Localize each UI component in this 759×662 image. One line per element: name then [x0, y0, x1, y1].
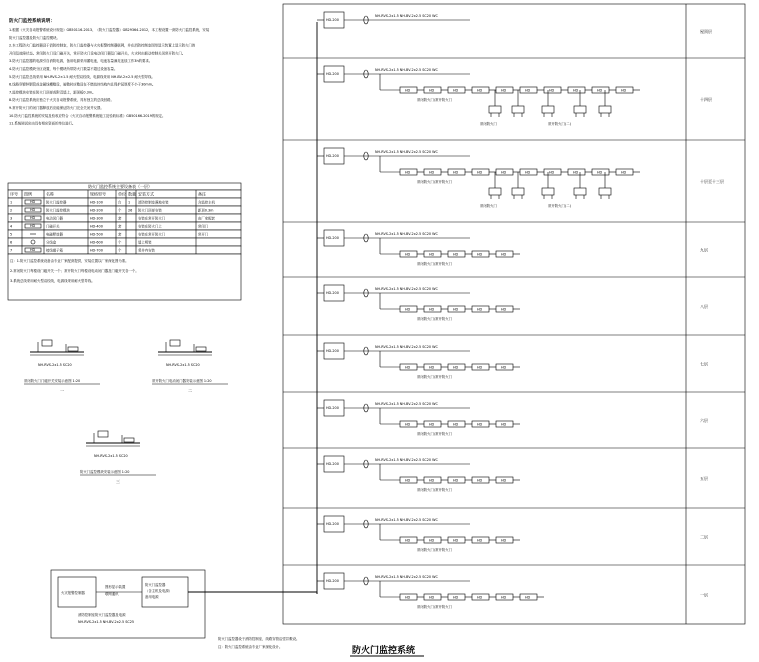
device-tag: HD — [477, 252, 483, 257]
device-tag: HD — [501, 422, 507, 427]
bus-spec: NH-RVS-2x1.5 NH-BV-2x2.5 SC20 WC — [375, 14, 438, 18]
bus-spec: NH-RVS-2x1.5 NH-BV-2x2.5 SC20 WC — [375, 458, 438, 462]
alarm-controller-label: 火灾报警控制器 — [61, 591, 85, 595]
table-cell: 安装在常开防火门 — [138, 232, 166, 237]
notes-line: 5.防火门监控总线采用 NH-RVS-2×1.5 耐火型双绞线，电源线采用 NH-BV-2×2.5 耐火型导线。 — [9, 74, 155, 79]
legend-tag: HD — [30, 208, 36, 212]
notes-line: 4.防火门监控模块分区设置，每个模块所带防火门数量不超过设备容量。 — [9, 67, 118, 71]
table-cell: 电磁释放器 — [46, 232, 63, 237]
bottom-note: 防火门监控器设于消防控制室，线路穿管沿竖井敷设。 — [218, 637, 300, 641]
device-tag: HD — [405, 422, 411, 427]
table-title: 防火门监控系统主要设备表（一层） — [88, 184, 152, 189]
module-label: HD-200 — [326, 154, 339, 158]
device-tag: HD — [405, 252, 411, 257]
door-device — [489, 188, 501, 195]
table-cell: 1 — [10, 200, 13, 205]
control-cable: NH-RVS-2x1.5 NH-BV-2x2.5 SC25 — [78, 620, 135, 624]
floor-label: 十四层 — [700, 97, 712, 102]
bus-spec: NH-RVS-2x1.5 NH-BV-2x2.5 SC20 WC — [375, 287, 438, 291]
notes-line: 8.防火门监控系统应独立于火灾自动报警系统，具有独立的总线回路。 — [9, 98, 114, 103]
table-cell: 电动闭门器 — [46, 216, 63, 221]
bottom-note: 注：防火门监控系统由专业厂家深化设计。 — [218, 645, 283, 649]
riser-frame — [283, 4, 745, 624]
device-tag: HD — [477, 365, 483, 370]
table-cell: 常闭门 — [198, 224, 209, 229]
device-tag: HD — [477, 538, 483, 543]
table-header: 数量 — [128, 191, 136, 197]
detail-caption: 防火门监控模块安装示意图 1:20 — [80, 470, 130, 474]
bus-spec: NH-RVS-2x1.5 NH-BV-2x2.5 SC20 WC — [375, 150, 438, 154]
door-device — [542, 188, 554, 195]
floor-row — [317, 148, 724, 208]
device-tag: HD — [405, 538, 411, 543]
table-cell: 2 — [10, 208, 13, 213]
device-tag: HD — [525, 170, 531, 175]
detail-cable-label: NH-RVS-2x1.5 SC20 — [94, 454, 128, 458]
detail-sketch — [80, 431, 156, 484]
table-cell: 个 — [118, 240, 122, 245]
notes-line: 3.防火门监控器的电源引自消防电源，备用电源采用蓄电池，电池容量满足连续工作3h的要求。 — [9, 59, 153, 64]
module-box — [98, 431, 108, 437]
bus-spec: NH-RVS-2x1.5 NH-BV-2x2.5 SC20 WC — [375, 232, 438, 236]
doors-label: 常闭防火门/常开防火门 — [417, 432, 453, 436]
device-tag: HD — [477, 422, 483, 427]
floor-row — [317, 12, 712, 34]
device-tag: HD — [453, 595, 459, 600]
design-notes — [9, 17, 210, 126]
table-cell: HD-300 — [90, 216, 103, 221]
legend-tag: HD — [30, 200, 36, 204]
table-cell: 5 — [10, 232, 13, 237]
table-cell: 台 — [118, 200, 122, 205]
table-cell: 安装在防火门上 — [138, 224, 162, 229]
module-label: HD-200 — [326, 18, 339, 22]
detail-sub: 二 — [188, 388, 192, 393]
device-tag: HD — [549, 170, 555, 175]
device-tag: HD — [621, 170, 627, 175]
legend-tag: HD — [30, 248, 36, 252]
doors-label: 常闭防火门/常开防火门 — [417, 317, 453, 321]
table-cell: 竖井内安装 — [138, 248, 155, 253]
sub-label: 常闭防火门 — [480, 122, 497, 126]
device-tag: HD — [429, 478, 435, 483]
door-device — [512, 188, 524, 195]
floor-row — [317, 285, 708, 321]
device-tag: HD — [453, 478, 459, 483]
floor-label: 二层 — [700, 534, 708, 540]
notes-line: 2.本工程防火门监控器设于消防控制室，防火门监控器与火灾报警控制器联网，并在消防控制室图形显示装置上显示防火门的 — [9, 43, 196, 48]
device-tag: HD — [453, 422, 459, 427]
module-label: HD-200 — [326, 462, 339, 466]
doors-label: 常闭防火门/常开防火门 — [417, 488, 453, 492]
page-title: 防火门监控系统 — [352, 646, 416, 656]
table-cell: 距顶0.3m — [198, 208, 214, 213]
detail-caption: 常闭防火门门磁开关安装示意图 1:20 — [24, 379, 81, 383]
module-label: HD-200 — [326, 236, 339, 240]
device-tag: HD — [501, 538, 507, 543]
table-cell: HD-400 — [90, 224, 103, 229]
device-tag: HD — [453, 307, 459, 312]
device-tag: HD — [429, 365, 435, 370]
table-row — [8, 238, 241, 246]
doors-label: 常闭防火门/常开防火门 — [417, 98, 453, 102]
detail-cable-label: NH-RVS-2x1.5 SC20 — [38, 363, 72, 367]
device-tag: HD — [429, 307, 435, 312]
riser-diagram — [283, 4, 745, 624]
device-tag: HD — [405, 478, 411, 483]
sensor-box — [124, 438, 134, 442]
device-tag: HD — [597, 88, 603, 93]
sensor-box — [68, 347, 78, 351]
device-tag: HD — [477, 170, 483, 175]
detail-sketch — [152, 340, 228, 393]
floor-row — [317, 400, 708, 436]
doors-label: 常闭防火门/常开防火门 — [417, 180, 453, 184]
detail-cable-label: NH-RVS-2x1.5 SC20 — [166, 363, 200, 367]
device-tag: HD — [429, 252, 435, 257]
floor-label: 五层 — [700, 476, 708, 481]
detail-sub: 一 — [60, 388, 64, 393]
floor-label: 十层至十三层 — [700, 179, 724, 184]
controller-label: 备用电源 — [145, 595, 159, 599]
doors-label: 常闭防火门/常开防火门 — [417, 375, 453, 379]
device-tag: HD — [453, 88, 459, 93]
table-cell: 1 — [128, 200, 131, 205]
doors-label: 常闭防火门/常开防火门 — [417, 262, 453, 266]
notes-line: 开闭及故障状态。常闭防火门设门磁开关，常开防火门设电动闭门器及门磁开关，火灾时由联动控制关闭常开防火门。 — [9, 51, 186, 56]
device-tag: HD — [525, 88, 531, 93]
floor-row — [317, 573, 708, 609]
door-device — [489, 106, 501, 113]
floor-label: 八层 — [700, 304, 708, 309]
control-room-block — [51, 570, 317, 649]
device-tag: HD — [453, 170, 459, 175]
floor-label: 六层 — [700, 418, 708, 423]
device-tag: HD — [573, 170, 579, 175]
notes-line: 11.系统调试应由具有相应资质的单位进行。 — [9, 121, 76, 126]
bus-spec: NH-RVS-2x1.5 NH-BV-2x2.5 SC20 WC — [375, 518, 438, 522]
table-cell: 安装在常开防火门 — [138, 216, 166, 221]
module-label: HD-200 — [326, 522, 339, 526]
floor-row — [317, 230, 708, 266]
device-tag: HD — [501, 595, 507, 600]
notes-line: 防火门监控器及防火门监控模块。 — [9, 35, 60, 40]
sub-label2: 常开防火门(二) — [548, 204, 571, 208]
table-cell: 防火门监控模块 — [46, 208, 70, 213]
floor-label: 九层 — [700, 247, 708, 253]
door-device — [542, 106, 554, 113]
module-label: HD-200 — [326, 406, 339, 410]
device-tag: HD — [501, 365, 507, 370]
table-cell: 套 — [118, 216, 122, 221]
table-cell: 防火门监控器 — [46, 200, 67, 205]
device-tag: HD — [429, 88, 435, 93]
device-tag: HD — [501, 88, 507, 93]
table-note: 2.常闭防火门每樘设门磁开关一个；常开防火门每樘设电动闭门器及门磁开关各一个。 — [10, 269, 139, 273]
module-label: HD-200 — [326, 72, 339, 76]
device-tag: HD — [453, 252, 459, 257]
table-header: 安装方式 — [138, 191, 154, 197]
table-cell: HD-700 — [90, 248, 103, 253]
device-tag: HD — [405, 365, 411, 370]
device-tag: HD — [429, 422, 435, 427]
floor-row — [317, 456, 708, 492]
doors-label: 常闭防火门/常开防火门 — [417, 548, 453, 552]
device-tag: HD — [501, 307, 507, 312]
sub-label: 常闭防火门 — [480, 204, 497, 208]
table-cell: 分线盒 — [46, 240, 57, 245]
device-tag: HD — [405, 170, 411, 175]
table-cell: HD-500 — [90, 232, 103, 237]
table-header: 名称 — [46, 191, 54, 197]
notes-line: 10.防火门监控系统的安装及验收应符合《火灾自动报警系统施工及验收标准》GB50166-2019的规定。 — [9, 113, 166, 118]
floor-label: 屋顶层 — [700, 29, 712, 34]
module-box — [42, 340, 52, 346]
device-tag: HD — [477, 478, 483, 483]
device-tag: HD — [477, 307, 483, 312]
module-label: HD-200 — [326, 579, 339, 583]
controller-label: （含主机及电源） — [145, 589, 173, 593]
bus-spec: NH-RVS-2x1.5 NH-BV-2x2.5 SC20 WC — [375, 345, 438, 349]
table-header: 单位 — [118, 191, 126, 197]
device-tag: HD — [453, 538, 459, 543]
control-caption: 消防控制室防火门监控器及电源 — [78, 613, 126, 617]
table-note: 3.系统总线采用耐火型双绞线，电源线采用耐火型导线。 — [10, 279, 95, 283]
table-cell: 套 — [118, 232, 122, 237]
table-cell: 4 — [10, 224, 13, 229]
notes-line: 7.监控模块安装在防火门顶部或附近墙上，距顶板0.3m。 — [9, 90, 96, 95]
door-device — [599, 106, 611, 113]
table-cell: 墙上明装 — [138, 240, 152, 245]
table-header: 图例 — [24, 191, 32, 197]
table-cell: HD-600 — [90, 240, 103, 245]
floor-row — [317, 343, 708, 379]
table-cell: HD-100 — [90, 200, 103, 205]
table-cell: 3 — [10, 216, 13, 221]
sensor-box — [196, 347, 206, 351]
device-tag: HD — [405, 595, 411, 600]
device-tag: HD — [501, 252, 507, 257]
table-cell: 接线端子箱 — [46, 248, 63, 253]
table-header: 规格型号 — [90, 191, 106, 197]
mid-label: 联网通讯 — [105, 592, 119, 596]
device-tag: HD — [501, 170, 507, 175]
device-tag: HD — [573, 88, 579, 93]
table-cell: 防火门顶部安装 — [138, 208, 162, 213]
table-cell: 含监控主机 — [198, 200, 215, 205]
table-cell: HD-200 — [90, 208, 103, 213]
device-tag: HD — [405, 307, 411, 312]
device-tag: HD — [405, 88, 411, 93]
table-cell: 个 — [118, 208, 122, 213]
bus-spec: NH-RVS-2x1.5 NH-BV-2x2.5 SC20 WC — [375, 575, 438, 579]
notes-heading: 防火门监控系统说明： — [9, 19, 55, 24]
door-device — [599, 188, 611, 195]
table-cell: 7 — [10, 248, 13, 253]
notes-line: 9.常开防火门的闭门器释放后应能保证防火门完全关闭并反馈。 — [9, 106, 104, 110]
floor-label: 一层 — [700, 592, 708, 598]
bus-spec: NH-RVS-2x1.5 NH-BV-2x2.5 SC20 WC — [375, 68, 438, 72]
device-tag: HD — [621, 88, 627, 93]
equipment-table — [8, 183, 241, 300]
table-cell: 个 — [118, 248, 122, 253]
table-row — [8, 246, 241, 254]
door-device — [512, 106, 524, 113]
device-tag: HD — [429, 170, 435, 175]
detail-caption: 常开防火门电动闭门器安装示意图 1:20 — [152, 379, 212, 383]
controller-label: 防火门监控器 — [145, 583, 166, 587]
device-tag: HD — [453, 365, 459, 370]
doors-label: 常闭防火门/常开防火门 — [417, 605, 453, 609]
device-tag: HD — [429, 595, 435, 600]
module-label: HD-200 — [326, 349, 339, 353]
legend-tag: HD — [30, 216, 36, 220]
device-tag: HD — [597, 170, 603, 175]
table-cell: 6 — [10, 240, 13, 245]
table-header: 备注 — [198, 191, 206, 197]
table-cell: 由厂家配套 — [198, 216, 215, 221]
table-cell: 26 — [128, 208, 133, 213]
device-tag: HD — [477, 88, 483, 93]
table-header: 序号 — [10, 191, 18, 197]
floor-label: 七层 — [700, 361, 708, 367]
table-note: 注：1.防火门监控系统设备由专业厂家配套提供，安装位置以厂家深化图为准。 — [10, 259, 129, 263]
sub-label2: 常开防火门(二) — [548, 122, 571, 126]
installation-details — [24, 340, 228, 484]
module-box — [170, 340, 180, 346]
module-label: HD-200 — [326, 291, 339, 295]
device-tag: HD — [429, 538, 435, 543]
detail-sketch — [24, 340, 100, 393]
table-cell: 常开门 — [198, 232, 209, 237]
door-device — [574, 106, 586, 113]
table-cell: 门磁开关 — [46, 224, 60, 229]
notes-line: 6.线路穿镀锌钢管或金属线槽敷设，暗敷时应敷设在不燃烧体结构内且保护层厚度不小于30mm。 — [9, 82, 156, 87]
notes-line: 1.根据《火灾自动报警系统设计规范》GB50116-2013、《防火门监控器》GB29364-2012，本工程设置一套防火门监控系统，安装 — [9, 28, 210, 32]
floor-row — [317, 516, 708, 552]
door-device — [574, 188, 586, 195]
device-tag: HD — [477, 595, 483, 600]
device-tag: HD — [501, 478, 507, 483]
mid-label: 图形显示装置 — [105, 585, 126, 589]
device-tag: HD — [549, 88, 555, 93]
legend-tag: HD — [30, 224, 36, 228]
table-cell: 消防控制室落地安装 — [138, 200, 169, 205]
floor-row — [317, 66, 712, 126]
table-cell: 套 — [118, 224, 122, 229]
bus-spec: NH-RVS-2x1.5 NH-BV-2x2.5 SC20 WC — [375, 402, 438, 406]
detail-sub: 三 — [116, 479, 120, 484]
device-tag: HD — [525, 595, 531, 600]
